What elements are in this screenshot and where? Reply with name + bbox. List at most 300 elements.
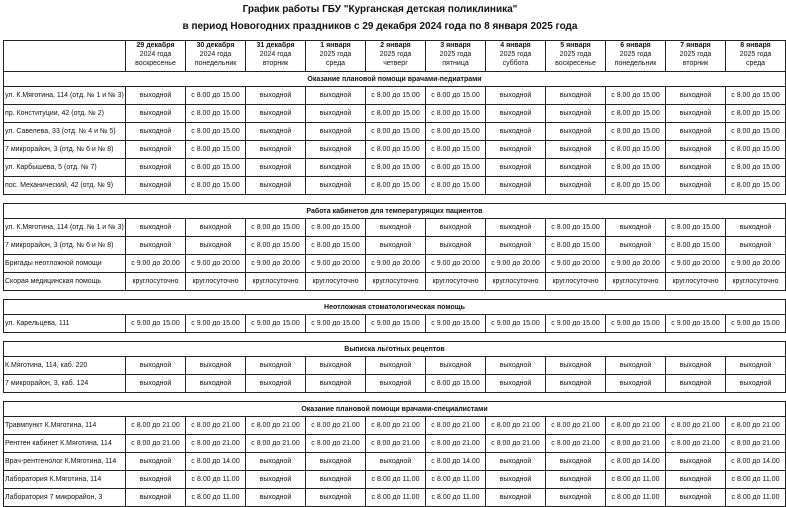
schedule-cell: выходной xyxy=(306,357,366,375)
location-name: Скорая медицинская помощь xyxy=(4,273,126,291)
day-header xyxy=(366,41,426,72)
schedule-cell: выходной xyxy=(306,375,366,393)
schedule-cell: с 8.00 до 11.00 xyxy=(366,471,426,489)
schedule-cell: круглосуточно xyxy=(666,273,726,291)
table-row xyxy=(4,159,786,177)
schedule-cell: с 8.00 до 21.00 xyxy=(726,435,786,453)
location-name: 7 микрорайон, 3 (отд. № 6 и № 8) xyxy=(4,237,126,255)
schedule-cell: выходной xyxy=(246,489,306,507)
schedule-cell: с 8.00 до 15.00 xyxy=(186,159,246,177)
day-header xyxy=(126,41,186,72)
day-header-weekday: воскресенье xyxy=(135,60,176,67)
schedule-cell: выходной xyxy=(486,357,546,375)
schedule-cell: с 8.00 до 15.00 xyxy=(366,87,426,105)
document-title: График работы ГБУ "Курганская детская поликлиника" xyxy=(242,4,518,15)
schedule-cell: с 9.00 до 20.00 xyxy=(726,255,786,273)
day-header-weekday: вторник xyxy=(262,60,289,67)
schedule-cell: с 8.00 до 15.00 xyxy=(666,237,726,255)
schedule-cell: с 8.00 до 15.00 xyxy=(306,237,366,255)
schedule-cell: с 8.00 до 15.00 xyxy=(426,159,486,177)
schedule-cell: с 8.00 до 15.00 xyxy=(546,219,606,237)
day-header-date: 3 января xyxy=(440,42,471,49)
schedule-cell: выходной xyxy=(126,87,186,105)
day-header-date: 31 декабря xyxy=(256,42,295,49)
schedule-cell: выходной xyxy=(426,219,486,237)
schedule-cell: с 8.00 до 15.00 xyxy=(606,87,666,105)
schedule-table xyxy=(3,40,786,507)
schedule-cell: выходной xyxy=(726,219,786,237)
section-title: Неотложная стоматологическая помощь xyxy=(4,300,786,315)
schedule-cell: с 8.00 до 15.00 xyxy=(186,177,246,195)
schedule-cell: выходной xyxy=(486,123,546,141)
schedule-cell: с 8.00 до 15.00 xyxy=(186,123,246,141)
schedule-cell: выходной xyxy=(666,177,726,195)
day-header xyxy=(186,41,246,72)
schedule-cell: выходной xyxy=(126,471,186,489)
table-row xyxy=(4,375,786,393)
schedule-cell: выходной xyxy=(666,471,726,489)
schedule-cell: с 8.00 до 11.00 xyxy=(426,489,486,507)
day-header-weekday: вторник xyxy=(682,60,709,67)
day-header-date: 30 декабря xyxy=(196,42,235,49)
schedule-cell: выходной xyxy=(486,489,546,507)
schedule-cell: выходной xyxy=(546,357,606,375)
table-row xyxy=(4,471,786,489)
schedule-cell: выходной xyxy=(246,357,306,375)
schedule-cell: с 9.00 до 15.00 xyxy=(426,315,486,333)
schedule-cell: с 9.00 до 20.00 xyxy=(426,255,486,273)
schedule-cell: с 8.00 до 15.00 xyxy=(606,105,666,123)
table-row xyxy=(4,435,786,453)
location-name: ул. Савелева, 33 (отд. № 4 и № 5) xyxy=(4,123,126,141)
schedule-cell: выходной xyxy=(606,237,666,255)
schedule-cell: выходной xyxy=(546,87,606,105)
section-title-row xyxy=(4,300,786,315)
table-row xyxy=(4,357,786,375)
schedule-cell: выходной xyxy=(666,141,726,159)
schedule-cell: выходной xyxy=(606,219,666,237)
schedule-cell: выходной xyxy=(546,159,606,177)
location-name: Травмпункт К.Мяготина, 114 xyxy=(4,417,126,435)
location-name: пр. Конституции, 42 (отд. № 2) xyxy=(4,105,126,123)
schedule-cell: круглосуточно xyxy=(486,273,546,291)
schedule-cell: с 8.00 до 21.00 xyxy=(186,435,246,453)
schedule-cell: выходной xyxy=(486,159,546,177)
schedule-cell: с 8.00 до 15.00 xyxy=(426,141,486,159)
day-header-year: 2025 года xyxy=(679,51,712,58)
schedule-cell: с 8.00 до 21.00 xyxy=(666,417,726,435)
schedule-cell: выходной xyxy=(726,237,786,255)
schedule-cell: выходной xyxy=(486,237,546,255)
schedule-cell: выходной xyxy=(486,453,546,471)
section-title: Работа кабинетов для температурящих пациентов xyxy=(4,204,786,219)
schedule-cell: с 8.00 до 15.00 xyxy=(546,237,606,255)
schedule-cell: выходной xyxy=(726,375,786,393)
schedule-cell: выходной xyxy=(546,105,606,123)
schedule-cell: с 8.00 до 15.00 xyxy=(426,87,486,105)
section-spacer-cell xyxy=(4,195,786,204)
location-name: Лаборатория К.Мяготина, 114 xyxy=(4,471,126,489)
location-name: Бригады неотложной помощи xyxy=(4,255,126,273)
day-header-year: 2025 года xyxy=(319,51,352,58)
schedule-cell: с 9.00 до 20.00 xyxy=(546,255,606,273)
schedule-cell: выходной xyxy=(666,453,726,471)
schedule-cell: выходной xyxy=(426,237,486,255)
schedule-cell: выходной xyxy=(246,453,306,471)
schedule-cell: с 8.00 до 21.00 xyxy=(306,417,366,435)
schedule-cell: с 9.00 до 15.00 xyxy=(306,315,366,333)
schedule-cell: с 8.00 до 21.00 xyxy=(726,417,786,435)
schedule-cell: выходной xyxy=(666,105,726,123)
schedule-cell: с 8.00 до 15.00 xyxy=(606,177,666,195)
schedule-cell: с 8.00 до 15.00 xyxy=(426,105,486,123)
schedule-cell: выходной xyxy=(126,177,186,195)
schedule-cell: выходной xyxy=(546,123,606,141)
table-row xyxy=(4,123,786,141)
schedule-cell: с 9.00 до 15.00 xyxy=(546,315,606,333)
day-header xyxy=(546,41,606,72)
schedule-cell: с 8.00 до 21.00 xyxy=(426,435,486,453)
schedule-cell: с 8.00 до 15.00 xyxy=(726,105,786,123)
schedule-cell: с 8.00 до 21.00 xyxy=(606,417,666,435)
schedule-cell: с 8.00 до 21.00 xyxy=(246,435,306,453)
schedule-cell: выходной xyxy=(666,489,726,507)
day-header-weekday: понедельник xyxy=(614,60,657,67)
schedule-cell: с 8.00 до 15.00 xyxy=(426,177,486,195)
schedule-cell: с 8.00 до 21.00 xyxy=(306,435,366,453)
section-spacer-cell xyxy=(4,393,786,402)
schedule-cell: с 8.00 до 21.00 xyxy=(126,435,186,453)
schedule-cell: круглосуточно xyxy=(546,273,606,291)
schedule-cell: с 8.00 до 15.00 xyxy=(366,105,426,123)
section-spacer xyxy=(4,291,786,300)
schedule-cell: с 8.00 до 21.00 xyxy=(366,435,426,453)
schedule-cell: выходной xyxy=(126,159,186,177)
schedule-cell: с 8.00 до 11.00 xyxy=(186,489,246,507)
schedule-cell: выходной xyxy=(306,471,366,489)
schedule-cell: с 9.00 до 15.00 xyxy=(726,315,786,333)
table-row xyxy=(4,141,786,159)
schedule-cell: выходной xyxy=(366,219,426,237)
day-header-date: 29 декабря xyxy=(136,42,175,49)
schedule-cell: с 8.00 до 15.00 xyxy=(186,105,246,123)
day-header-date: 1 января xyxy=(320,42,351,49)
schedule-cell: выходной xyxy=(186,219,246,237)
schedule-cell: с 8.00 до 15.00 xyxy=(426,123,486,141)
schedule-cell: с 8.00 до 21.00 xyxy=(606,435,666,453)
schedule-cell: с 9.00 до 20.00 xyxy=(606,255,666,273)
schedule-cell: выходной xyxy=(546,471,606,489)
schedule-cell: выходной xyxy=(366,237,426,255)
schedule-cell: выходной xyxy=(126,375,186,393)
location-name: 7 микрорайон, 3, каб. 124 xyxy=(4,375,126,393)
schedule-cell: выходной xyxy=(486,219,546,237)
day-header xyxy=(666,41,726,72)
schedule-cell: выходной xyxy=(186,357,246,375)
location-name: ул. Карельцева, 111 xyxy=(4,315,126,333)
schedule-cell: выходной xyxy=(246,105,306,123)
day-header-weekday: суббота xyxy=(502,60,529,67)
schedule-cell: выходной xyxy=(246,375,306,393)
schedule-cell: выходной xyxy=(546,489,606,507)
schedule-cell: выходной xyxy=(426,357,486,375)
day-header-weekday: среда xyxy=(745,60,766,67)
location-name: Рентген кабинет К.Мяготина, 114 xyxy=(4,435,126,453)
schedule-cell: выходной xyxy=(126,489,186,507)
day-header-year: 2024 года xyxy=(259,51,292,58)
schedule-cell: круглосуточно xyxy=(126,273,186,291)
schedule-cell: выходной xyxy=(126,357,186,375)
schedule-cell: выходной xyxy=(486,177,546,195)
schedule-cell: выходной xyxy=(306,489,366,507)
schedule-cell: с 8.00 до 11.00 xyxy=(726,471,786,489)
schedule-cell: выходной xyxy=(306,141,366,159)
section-title-row xyxy=(4,342,786,357)
day-header-year: 2025 года xyxy=(619,51,652,58)
day-header xyxy=(606,41,666,72)
table-row xyxy=(4,237,786,255)
section-title-row xyxy=(4,72,786,87)
table-row xyxy=(4,219,786,237)
day-header-date: 7 января xyxy=(680,42,711,49)
location-name: ул. Карбышева, 5 (отд. № 7) xyxy=(4,159,126,177)
schedule-cell: выходной xyxy=(306,453,366,471)
table-row xyxy=(4,273,786,291)
schedule-cell: выходной xyxy=(486,141,546,159)
schedule-cell: выходной xyxy=(486,375,546,393)
section-title-row xyxy=(4,402,786,417)
schedule-cell: с 8.00 до 14.00 xyxy=(186,453,246,471)
schedule-cell: выходной xyxy=(306,123,366,141)
schedule-cell: с 8.00 до 11.00 xyxy=(366,489,426,507)
schedule-cell: с 8.00 до 21.00 xyxy=(246,417,306,435)
schedule-cell: выходной xyxy=(666,159,726,177)
schedule-cell: с 9.00 до 15.00 xyxy=(666,315,726,333)
day-header-weekday: пятница xyxy=(442,60,469,67)
day-header xyxy=(726,41,786,72)
day-header-weekday: воскресенье xyxy=(555,60,596,67)
section-spacer xyxy=(4,195,786,204)
schedule-cell: с 8.00 до 15.00 xyxy=(726,87,786,105)
schedule-cell: с 8.00 до 14.00 xyxy=(426,453,486,471)
schedule-cell: выходной xyxy=(666,123,726,141)
table-row xyxy=(4,417,786,435)
day-header xyxy=(246,41,306,72)
schedule-cell: с 9.00 до 20.00 xyxy=(246,255,306,273)
day-header-date: 4 января xyxy=(500,42,531,49)
schedule-cell: с 8.00 до 15.00 xyxy=(606,141,666,159)
schedule-cell: с 8.00 до 11.00 xyxy=(606,489,666,507)
schedule-cell: с 9.00 до 20.00 xyxy=(666,255,726,273)
schedule-cell: с 8.00 до 15.00 xyxy=(246,237,306,255)
section-title-row xyxy=(4,204,786,219)
schedule-cell: выходной xyxy=(606,375,666,393)
schedule-cell: с 8.00 до 15.00 xyxy=(606,159,666,177)
day-header xyxy=(306,41,366,72)
schedule-cell: выходной xyxy=(126,141,186,159)
location-name: ул. К.Мяготина, 114 (отд. № 1 и № 3) xyxy=(4,219,126,237)
schedule-cell: выходной xyxy=(366,453,426,471)
location-name: пос. Механический, 42 (отд. № 9) xyxy=(4,177,126,195)
schedule-cell: с 8.00 до 21.00 xyxy=(546,435,606,453)
schedule-cell: с 9.00 до 20.00 xyxy=(366,255,426,273)
day-header-date: 6 января xyxy=(620,42,651,49)
schedule-cell: с 9.00 до 20.00 xyxy=(126,255,186,273)
schedule-cell: выходной xyxy=(666,87,726,105)
schedule-cell: с 9.00 до 15.00 xyxy=(126,315,186,333)
schedule-cell: с 9.00 до 15.00 xyxy=(246,315,306,333)
location-name: Лаборатория 7 микрорайон, 3 xyxy=(4,489,126,507)
location-name: ул. К.Мяготина, 114 (отд. № 1 и № 3) xyxy=(4,87,126,105)
table-row xyxy=(4,105,786,123)
schedule-cell: выходной xyxy=(546,375,606,393)
section-spacer xyxy=(4,333,786,342)
schedule-cell: с 9.00 до 20.00 xyxy=(486,255,546,273)
schedule-cell: выходной xyxy=(366,357,426,375)
schedule-cell: выходной xyxy=(306,177,366,195)
document-subtitle: в период Новогодних праздников с 29 декабря 2024 года по 8 января 2025 года xyxy=(182,21,578,32)
schedule-cell: выходной xyxy=(246,471,306,489)
schedule-cell: выходной xyxy=(546,177,606,195)
schedule-cell: с 8.00 до 15.00 xyxy=(726,141,786,159)
schedule-cell: выходной xyxy=(126,105,186,123)
day-header xyxy=(426,41,486,72)
schedule-cell: с 8.00 до 21.00 xyxy=(486,417,546,435)
schedule-cell: с 8.00 до 11.00 xyxy=(606,471,666,489)
schedule-cell: с 9.00 до 15.00 xyxy=(486,315,546,333)
schedule-cell: с 8.00 до 15.00 xyxy=(426,375,486,393)
day-header xyxy=(486,41,546,72)
schedule-cell: с 8.00 до 15.00 xyxy=(666,219,726,237)
schedule-cell: с 8.00 до 11.00 xyxy=(426,471,486,489)
schedule-cell: круглосуточно xyxy=(606,273,666,291)
schedule-cell: с 8.00 до 21.00 xyxy=(186,417,246,435)
schedule-cell: с 8.00 до 15.00 xyxy=(186,141,246,159)
section-title: Оказание плановой помощи врачами-специалистами xyxy=(4,402,786,417)
day-header-date: 8 января xyxy=(740,42,771,49)
schedule-cell: круглосуточно xyxy=(426,273,486,291)
day-header-year: 2024 года xyxy=(139,51,172,58)
schedule-cell: круглосуточно xyxy=(186,273,246,291)
schedule-cell: с 8.00 до 15.00 xyxy=(366,123,426,141)
schedule-cell: выходной xyxy=(126,123,186,141)
location-name: Врач-рентгенолог К.Мяготина, 114 xyxy=(4,453,126,471)
schedule-cell: выходной xyxy=(306,105,366,123)
schedule-cell: с 9.00 до 20.00 xyxy=(306,255,366,273)
schedule-cell: с 8.00 до 21.00 xyxy=(666,435,726,453)
table-row xyxy=(4,453,786,471)
day-header-year: 2025 года xyxy=(559,51,592,58)
schedule-cell: выходной xyxy=(546,141,606,159)
schedule-cell: выходной xyxy=(486,87,546,105)
day-header-year: 2025 года xyxy=(439,51,472,58)
section-title: Выписка льготных рецептов xyxy=(4,342,786,357)
schedule-cell: с 9.00 до 20.00 xyxy=(186,255,246,273)
schedule-cell: с 8.00 до 15.00 xyxy=(726,123,786,141)
schedule-cell: выходной xyxy=(246,159,306,177)
table-row xyxy=(4,87,786,105)
table-row xyxy=(4,255,786,273)
schedule-cell: выходной xyxy=(246,123,306,141)
schedule-cell: выходной xyxy=(246,177,306,195)
section-spacer-cell xyxy=(4,291,786,300)
day-header-year: 2025 года xyxy=(739,51,772,58)
day-header-weekday: среда xyxy=(325,60,346,67)
schedule-cell: выходной xyxy=(546,453,606,471)
schedule-cell: с 8.00 до 15.00 xyxy=(186,87,246,105)
section-spacer-cell xyxy=(4,333,786,342)
header-corner xyxy=(4,41,126,72)
schedule-cell: выходной xyxy=(306,159,366,177)
schedule-cell: выходной xyxy=(246,141,306,159)
schedule-cell: круглосуточно xyxy=(366,273,426,291)
schedule-cell: с 8.00 до 15.00 xyxy=(726,159,786,177)
schedule-cell: с 8.00 до 21.00 xyxy=(486,435,546,453)
schedule-cell: выходной xyxy=(126,453,186,471)
schedule-cell: круглосуточно xyxy=(306,273,366,291)
schedule-cell: выходной xyxy=(306,87,366,105)
schedule-cell: выходной xyxy=(186,375,246,393)
schedule-cell: выходной xyxy=(726,357,786,375)
day-header-date: 5 января xyxy=(560,42,591,49)
section-title: Оказание плановой помощи врачами-педиатрами xyxy=(4,72,786,87)
schedule-cell: с 8.00 до 21.00 xyxy=(546,417,606,435)
schedule-cell: с 8.00 до 15.00 xyxy=(306,219,366,237)
location-name: К.Мяготина, 114, каб. 220 xyxy=(4,357,126,375)
schedule-cell: выходной xyxy=(666,375,726,393)
schedule-cell: с 9.00 до 15.00 xyxy=(186,315,246,333)
schedule-cell: выходной xyxy=(126,237,186,255)
schedule-cell: выходной xyxy=(126,219,186,237)
schedule-cell: с 9.00 до 15.00 xyxy=(366,315,426,333)
schedule-cell: с 8.00 до 15.00 xyxy=(366,177,426,195)
schedule-cell: выходной xyxy=(606,357,666,375)
day-header-weekday: четверг xyxy=(383,60,408,67)
schedule-cell: с 8.00 до 11.00 xyxy=(186,471,246,489)
schedule-cell: выходной xyxy=(186,237,246,255)
schedule-cell: с 8.00 до 14.00 xyxy=(726,453,786,471)
schedule-cell: с 8.00 до 21.00 xyxy=(126,417,186,435)
table-header-row xyxy=(4,41,786,72)
schedule-cell: круглосуточно xyxy=(726,273,786,291)
schedule-cell: выходной xyxy=(666,357,726,375)
schedule-cell: выходной xyxy=(366,375,426,393)
location-name: 7 микрорайон, 3 (отд. № 6 и № 8) xyxy=(4,141,126,159)
schedule-cell: с 9.00 до 15.00 xyxy=(606,315,666,333)
table-row xyxy=(4,489,786,507)
schedule-cell: с 8.00 до 15.00 xyxy=(366,159,426,177)
schedule-cell: с 8.00 до 15.00 xyxy=(246,219,306,237)
schedule-cell: с 8.00 до 21.00 xyxy=(366,417,426,435)
section-spacer xyxy=(4,393,786,402)
schedule-cell: с 8.00 до 11.00 xyxy=(726,489,786,507)
table-row xyxy=(4,315,786,333)
day-header-year: 2024 года xyxy=(199,51,232,58)
schedule-cell: выходной xyxy=(486,105,546,123)
schedule-cell: с 8.00 до 15.00 xyxy=(606,123,666,141)
schedule-cell: с 8.00 до 14.00 xyxy=(606,453,666,471)
schedule-cell: с 8.00 до 15.00 xyxy=(726,177,786,195)
schedule-cell: круглосуточно xyxy=(246,273,306,291)
schedule-cell: с 8.00 до 21.00 xyxy=(426,417,486,435)
day-header-date: 2 января xyxy=(380,42,411,49)
day-header-year: 2025 года xyxy=(499,51,532,58)
table-row xyxy=(4,177,786,195)
schedule-cell: выходной xyxy=(246,87,306,105)
day-header-year: 2025 года xyxy=(379,51,412,58)
day-header-weekday: понедельник xyxy=(194,60,237,67)
schedule-cell: выходной xyxy=(486,471,546,489)
